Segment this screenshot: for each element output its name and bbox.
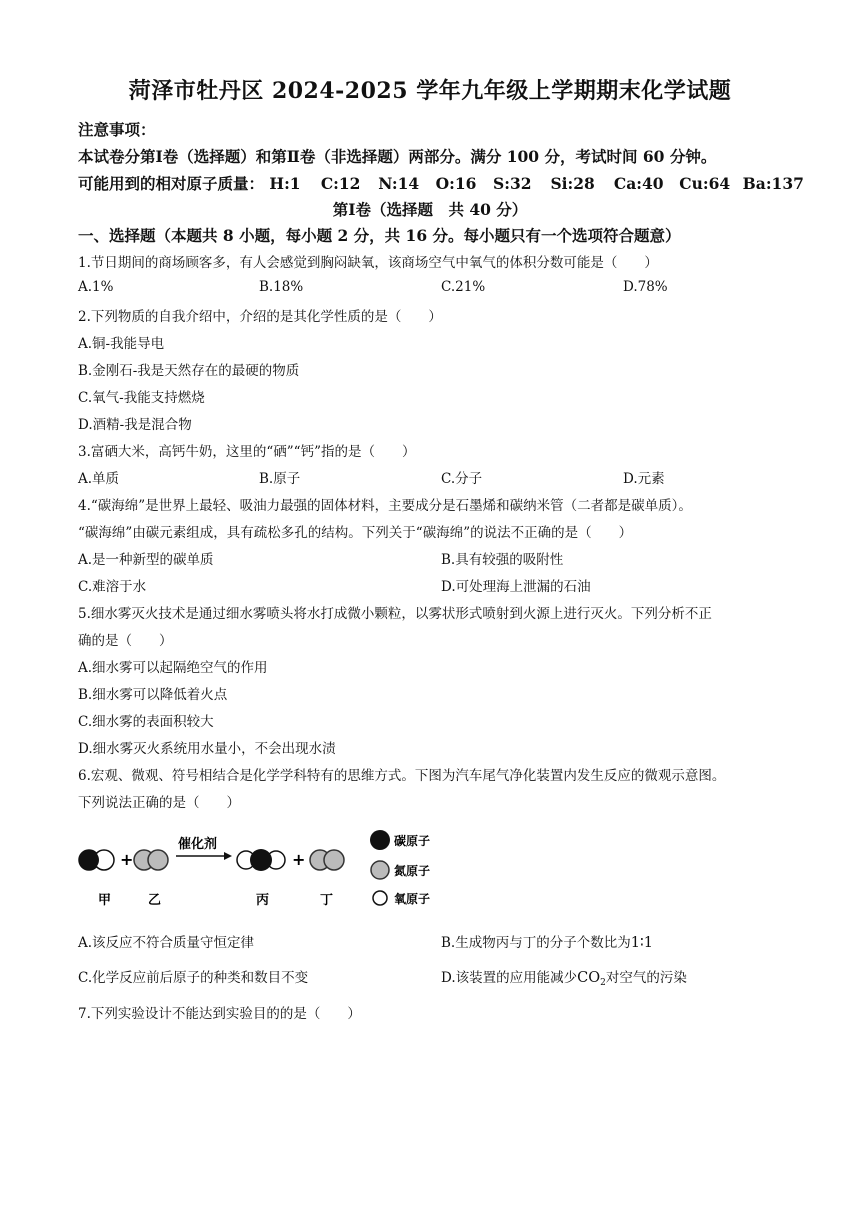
molecule-jia <box>79 850 114 870</box>
atomic-mass-line <box>78 172 804 194</box>
question-1-stem: 1.节日期间的商场顾客多，有人会感觉到胸闷缺氧，该商场空气中氧气的体积分数可能是（ ） <box>78 255 658 271</box>
question-5-option-c: C.细水雾的表面积较大 <box>78 714 214 730</box>
question-2-stem: 2.下列物质的自我介绍中，介绍的是其化学性质的是（ ） <box>78 309 442 325</box>
question-3-stem: 3.富硒大米，高钙牛奶，这里的“硒”“钙”指的是（ ） <box>78 444 416 460</box>
question-4-option-c: C.难溶于水 <box>78 579 147 595</box>
atomic-mass-item: Si:28 <box>550 174 595 193</box>
question-5-option-b: B.细水雾可以降低着火点 <box>78 687 228 703</box>
carbon-legend-icon <box>370 830 390 850</box>
molecule-ding <box>310 850 344 870</box>
option-d-post: 对空气的污染 <box>605 970 687 986</box>
question-7-stem: 7.下列实验设计不能达到实验目的的是（ ） <box>78 1006 361 1022</box>
co2-formula: $CO_2$ <box>577 970 606 988</box>
question-4-option-d: D.可处理海上泄漏的石油 <box>441 579 591 595</box>
option-d-pre: D.该装置的应用能减少 <box>441 970 578 986</box>
atomic-mass-item: S:32 <box>493 174 532 193</box>
label-ding: 丁 <box>320 893 334 908</box>
question-5-stem-line1: 5.细水雾灭火技术是通过细水雾喷头将水打成微小颗粒，以雾状形式喷射到火源上进行灭火。下列分析不正 <box>78 606 712 622</box>
question-5-option-d: D.细水雾灭火系统用水量小，不会出现水渍 <box>78 741 336 757</box>
ratio: 1∶1 <box>630 935 653 951</box>
reaction-diagram <box>70 818 470 918</box>
legend-oxygen: 氧原子 <box>394 892 431 906</box>
question-1-option-b: B.18% <box>259 279 304 295</box>
label-bing: 丙 <box>256 893 270 908</box>
question-1-option-c: C.21% <box>441 279 486 295</box>
question-3-option-d: D.元素 <box>623 471 665 487</box>
atomic-mass-label: 可能用到的相对原子质量： <box>78 174 265 193</box>
label-yi: 乙 <box>148 893 162 908</box>
question-1-option-d: D.78% <box>623 279 668 295</box>
question-3-option-a: A.单质 <box>78 471 120 487</box>
atomic-mass-item: C:12 <box>320 174 361 193</box>
nitrogen-legend-icon <box>371 861 389 879</box>
question-2-option-c: C.氧气-我能支持燃烧 <box>78 390 205 406</box>
question-4-option-a: A.是一种新型的碳单质 <box>78 552 214 568</box>
page-title: 菏泽市牡丹区 2024-2025 学年九年级上学期期末化学试题 <box>128 78 732 104</box>
atomic-mass-item: H:1 <box>269 174 301 193</box>
question-6-stem-line2: 下列说法正确的是（ ） <box>78 795 240 811</box>
catalyst-label: 催化剂 <box>178 837 218 852</box>
label-jia: 甲 <box>98 893 112 908</box>
question-6-option-c: C.化学反应前后原子的种类和数目不变 <box>78 970 309 986</box>
atomic-mass-item: Ca:40 <box>613 174 664 193</box>
question-6-stem-line1: 6.宏观、微观、符号相结合是化学学科特有的思维方式。下图为汽车尾气净化装置内发生反应的微观示意图。 <box>78 768 726 784</box>
question-6-option-a: A.该反应不符合质量守恒定律 <box>78 935 255 951</box>
notice-label: 注意事项： <box>78 120 156 139</box>
question-5-stem-line2: 确的是（ ） <box>78 633 173 649</box>
atomic-mass-item: Ba:137 <box>742 174 804 193</box>
arrow-head <box>224 852 232 860</box>
plus-sign: + <box>292 850 306 869</box>
question-6-option-d <box>441 966 687 988</box>
plus-sign: + <box>120 850 134 869</box>
legend-carbon: 碳原子 <box>394 834 431 848</box>
atomic-mass-item: N:14 <box>378 174 420 193</box>
section-heading: 第Ⅰ卷（选择题 共 40 分） <box>332 200 528 219</box>
oxygen-legend-icon <box>373 891 387 905</box>
question-2-option-d: D.酒精-我是混合物 <box>78 417 192 433</box>
notice-line: 本试卷分第Ⅰ卷（选择题）和第Ⅱ卷（非选择题）两部分。满分 100 分，考试时间 60 分钟。 <box>78 147 717 166</box>
question-2-option-a: A.铜-我能导电 <box>78 336 165 352</box>
question-6-option-b <box>441 931 653 951</box>
question-3-option-c: C.分子 <box>441 471 483 487</box>
question-1-option-a: A.1% <box>78 279 114 295</box>
legend-nitrogen: 氮原子 <box>394 864 431 878</box>
part-heading: 一、选择题（本题共 8 小题，每小题 2 分，共 16 分。每小题只有一个选项符合题意） <box>78 226 681 245</box>
question-2-option-b: B.金刚石-我是天然存在的最硬的物质 <box>78 363 300 379</box>
option-b-text: B.生成物丙与丁的分子个数比为 <box>441 935 631 951</box>
atomic-mass-item: O:16 <box>435 174 477 193</box>
question-4-option-b: B.具有较强的吸附性 <box>441 552 564 568</box>
question-4-stem-line2: “碳海绵”由碳元素组成，具有疏松多孔的结构。下列关于“碳海绵”的说法不正确的是（ ） <box>78 525 633 541</box>
molecule-yi <box>134 850 168 870</box>
question-3-option-b: B.原子 <box>259 471 301 487</box>
legend <box>370 830 430 906</box>
atomic-mass-item: Cu:64 <box>679 174 731 193</box>
question-5-option-a: A.细水雾可以起隔绝空气的作用 <box>78 660 268 676</box>
molecule-bing <box>237 849 285 871</box>
question-4-stem-line1: 4.“碳海绵”是世界上最轻、吸油力最强的固体材料，主要成分是石墨烯和碳纳米管（二者都是碳单质）。 <box>78 498 692 514</box>
